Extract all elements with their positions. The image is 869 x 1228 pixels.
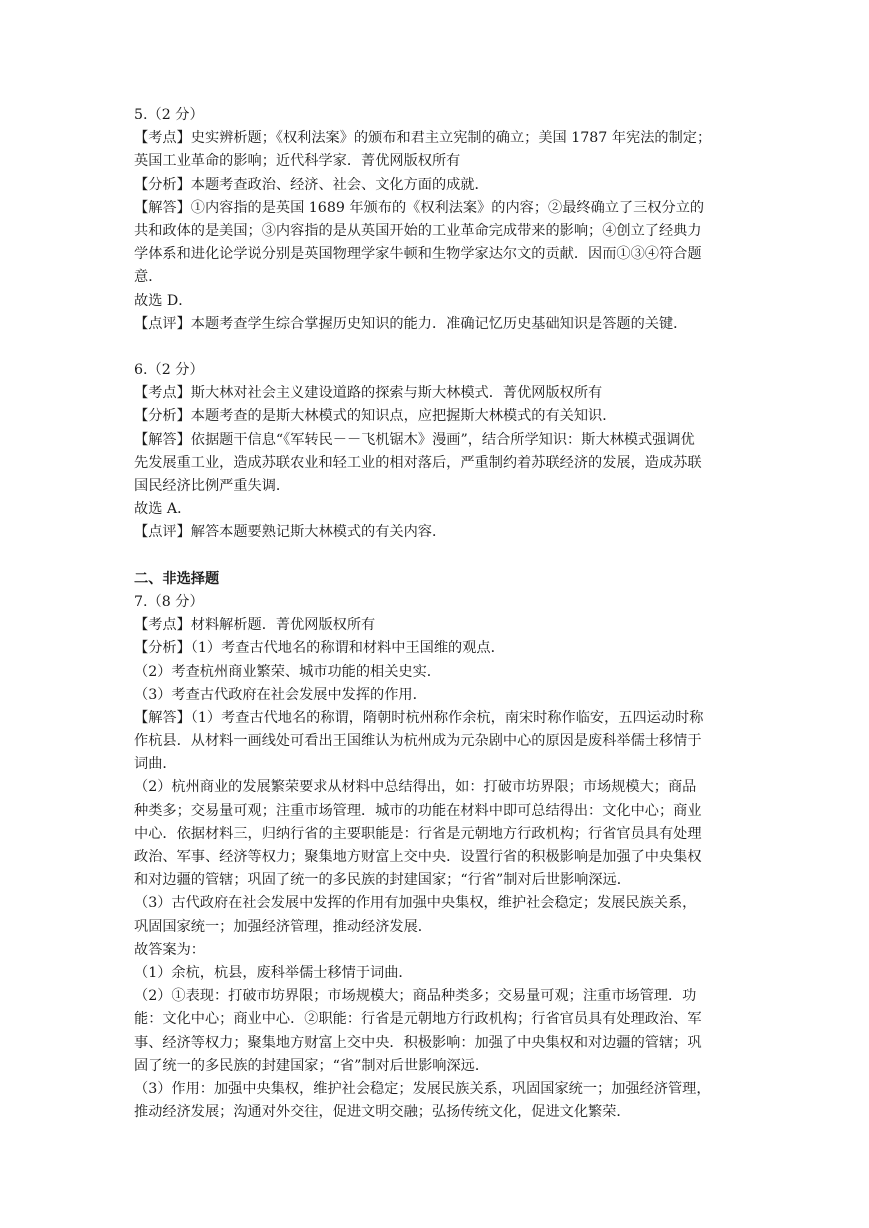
q6-jieda: 【解答】依据题干信息“《军转民－－飞机锯木》漫画”，结合所学知识：斯大林模式强调优 — [134, 431, 695, 448]
q5-jieda-cont: 学体系和进化论学说分别是英国物理学家牛顿和生物学家达尔文的贡献．因而①③④符合题 — [134, 246, 702, 263]
q7-jieda-3-cont: 巩固国家统一；加强经济管理，推动经济发展． — [134, 918, 432, 935]
q5-fenxi: 【分析】本题考查政治、经济、社会、文化方面的成就． — [134, 176, 489, 193]
question-5 — [134, 104, 744, 336]
q7-fenxi: 【分析】（1）考查古代地名的称谓和材料中王国维的观点． — [134, 640, 505, 657]
q7-jieda-cont: 词曲． — [134, 756, 177, 773]
q7-answer-2-cont: 固了统一的多民族的封建国家；“省”制对后世影响深远． — [134, 1057, 490, 1074]
q5-answer: 故选 D． — [134, 292, 193, 309]
q5-kaodian: 【考点】史实辨析题；《权利法案》的颁布和君主立宪制的确立；美国 1787 年宪法的制定； — [134, 130, 712, 147]
q7-answer-3: （3）作用：加强中央集权，维护社会稳定；发展民族关系，巩固国家统一；加强经济管理， — [134, 1080, 711, 1097]
q7-jieda-2-cont: 中心．依据材料三，归纳行省的主要职能是：行省是元朝地方行政机构；行省官员具有处理 — [134, 825, 702, 842]
q6-fenxi: 【分析】本题考查的是斯大林模式的知识点，应把握斯大林模式的有关知识． — [134, 408, 617, 425]
q7-answer-2-cont: 事、经济等权力；聚集地方财富上交中央．积极影响：加强了中央集权和对边疆的管辖；巩 — [134, 1034, 702, 1051]
q5-header: 5.（2 分） — [134, 107, 204, 123]
q7-jieda-2: （2）杭州商业的发展繁荣要求从材料中总结得出，如：打破市坊界限；市场规模大；商品 — [134, 779, 697, 796]
q7-jieda-3: （3）古代政府在社会发展中发挥的作用有加强中央集权，维护社会稳定；发展民族关系， — [134, 895, 697, 912]
q5-kaodian-cont: 英国工业革命的影响；近代科学家．菁优网版权所有 — [134, 153, 461, 170]
q7-answer-1: （1）余杭，杭县，废科举儒士移情于词曲． — [134, 964, 413, 981]
q7-jieda-2-cont: 种类多；交易量可观；注重市场管理．城市的功能在材料中即可总结得出：文化中心；商业 — [134, 802, 702, 819]
q5-dianping: 【点评】本题考查学生综合掌握历史知识的能力．准确记忆历史基础知识是答题的关键． — [134, 315, 688, 332]
q7-answer-label: 故答案为： — [134, 941, 205, 958]
q7-jieda-2-cont: 和对边疆的管辖；巩固了统一的多民族的封建国家；“行省”制对后世影响深远． — [134, 872, 631, 889]
q6-dianping: 【点评】解答本题要熟记斯大林模式的有关内容． — [134, 524, 447, 541]
q7-answer-3-cont: 推动经济发展；沟通对外交往，促进文明交融；弘扬传统文化，促进文化繁荣． — [134, 1104, 631, 1121]
q6-jieda-cont: 先发展重工业，造成苏联农业和轻工业的相对落后，严重制约着苏联经济的发展，造成苏联 — [134, 454, 702, 471]
q6-kaodian: 【考点】斯大林对社会主义建设道路的探索与斯大林模式．菁优网版权所有 — [134, 385, 603, 402]
q7-fenxi-2: （2）考查杭州商业繁荣、城市功能的相关史实． — [134, 663, 441, 680]
q6-jieda-cont: 国民经济比例严重失调． — [134, 478, 291, 494]
question-6 — [134, 359, 744, 545]
q6-header: 6.（2 分） — [134, 362, 204, 379]
q7-header: 7.（8 分） — [134, 593, 204, 610]
spacer — [134, 336, 744, 359]
q7-jieda-2-cont: 政治、军事、经济等权力；聚集地方财富上交中央．设置行省的积极影响是加强了中央集权 — [134, 849, 702, 865]
q5-jieda: 【解答】①内容指的是英国 1689 年颁布的《权利法案》的内容；②最终确立了三权分立的 — [134, 199, 705, 216]
document-page — [134, 104, 744, 1124]
section-heading: 二、非选择题 — [134, 570, 220, 587]
q7-jieda-cont: 作杭县．从材料一画线处可看出王国维认为杭州成为元杂剧中心的原因是废科举儒士移情于 — [134, 733, 702, 750]
q5-jieda-cont: 共和政体的是美国；③内容指的是从英国开始的工业革命完成带来的影响；④创立了经典力 — [134, 222, 702, 239]
q7-fenxi-3: （3）考查古代政府在社会发展中发挥的作用． — [134, 686, 427, 703]
q7-answer-2: （2）①表现：打破市坊界限；市场规模大；商品种类多；交易量可观；注重市场管理．功 — [134, 988, 697, 1005]
q6-answer: 故选 A． — [134, 501, 192, 518]
q7-kaodian: 【考点】材料解析题．菁优网版权所有 — [134, 617, 376, 634]
q7-answer-2-cont: 能：文化中心；商业中心．②职能：行省是元朝地方行政机构；行省官员具有处理政治、军 — [134, 1011, 702, 1028]
q5-jieda-cont: 意． — [134, 269, 163, 286]
spacer — [134, 545, 744, 568]
q7-jieda: 【解答】（1）考查古代地名的称谓，隋朝时杭州称作余杭，南宋时称作临安，五四运动时称 — [134, 709, 704, 726]
question-7 — [134, 591, 744, 1124]
